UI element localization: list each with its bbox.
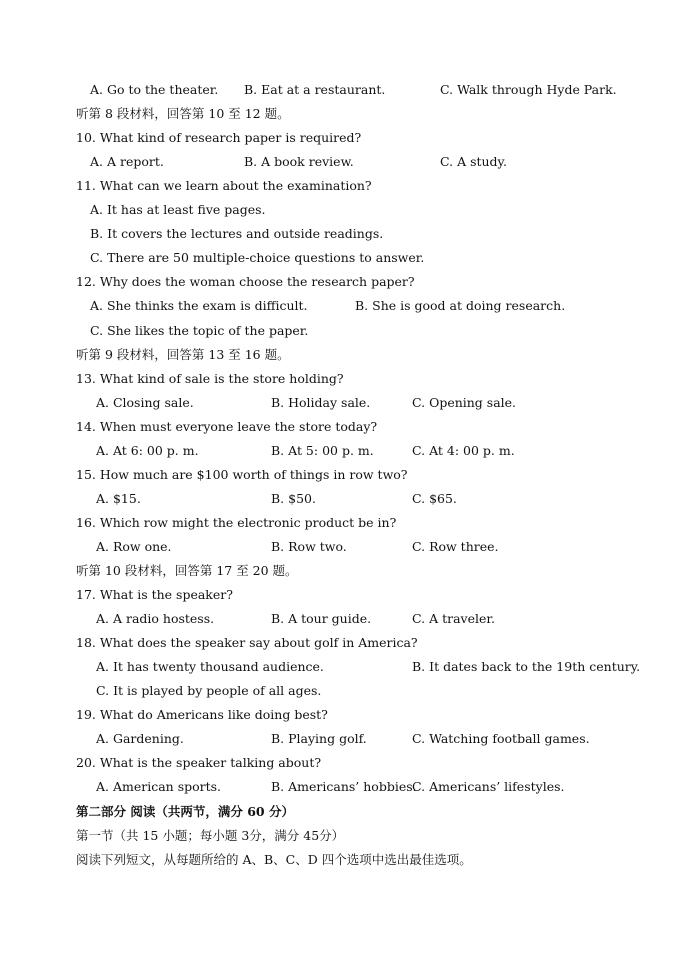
line-segment: 19. What do Americans like doing best?: [76, 707, 328, 723]
line-segment: 14. When must everyone leave the store today?: [76, 418, 378, 434]
line-segment: 12. Why does the woman choose the research paper?: [76, 274, 415, 290]
line-segment: C. Row three.: [412, 538, 499, 554]
line-segment: 第一节（共 15 小题；每小题 3分，满分 45分）: [76, 827, 345, 843]
line-segment: B. Americans’ hobbies.: [271, 779, 417, 795]
line-segment: C. Opening sale.: [412, 394, 517, 410]
line-segment: C. At 4: 00 p. m.: [412, 442, 515, 458]
line-segment: B. Holiday sale.: [271, 394, 371, 410]
line-segment: 听第 9 段材料，回答第 13 至 16 题。: [76, 346, 290, 362]
line-segment: A. A report.: [90, 154, 164, 170]
line-segment: B. Eat at a restaurant.: [244, 82, 386, 97]
line-segment: 17. What is the speaker?: [76, 587, 233, 603]
line-segment: A. Gardening.: [96, 731, 184, 747]
line-segment: A. She thinks the exam is difficult.: [90, 298, 308, 314]
line-segment: B. $50.: [271, 490, 316, 506]
line-segment: B. Row two.: [271, 538, 347, 554]
line-segment: B. A tour guide.: [271, 611, 372, 627]
line-segment: C. Watching football games.: [412, 731, 590, 747]
line-segment: 11. What can we learn about the examination?: [76, 178, 372, 194]
line-segment: A. A radio hostess.: [96, 611, 215, 627]
line-segment: C. It is played by people of all ages.: [96, 683, 322, 699]
line-segment: 15. How much are $100 worth of things in row two?: [76, 466, 408, 482]
line-segment: C. Walk through Hyde Park.: [440, 82, 617, 97]
line-segment: A. It has at least five pages.: [90, 202, 266, 218]
line-segment: B. It covers the lectures and outside readings.: [90, 226, 384, 242]
line-segment: A. At 6: 00 p. m.: [96, 442, 199, 458]
line-segment: 10. What kind of research paper is required?: [76, 130, 362, 146]
line-segment: A. Row one.: [96, 538, 172, 554]
line-segment: C. There are 50 multiple-choice questions to answer.: [90, 250, 425, 266]
line-segment: 16. Which row might the electronic product be in?: [76, 514, 397, 530]
line-segment: A. Go to the theater.: [90, 82, 219, 97]
line-segment: C. $65.: [412, 490, 457, 506]
line-segment: C. Americans’ lifestyles.: [412, 779, 565, 795]
line-segment: C. A traveler.: [412, 611, 495, 627]
line-segment: C. A study.: [440, 154, 507, 170]
line-segment: 听第 10 段材料，回答第 17 至 20 题。: [76, 563, 298, 578]
line-segment: 13. What kind of sale is the store holding?: [76, 370, 344, 386]
line-segment: 听第 8 段材料，回答第 10 至 12 题。: [76, 106, 290, 122]
line-segment: 20. What is the speaker talking about?: [76, 755, 322, 771]
line-segment: A. American sports.: [96, 779, 222, 795]
line-segment: 阅读下列短文，从每题所给的 A、B、C、D 四个选项中选出最佳选项。: [76, 851, 472, 867]
line-segment: A. It has twenty thousand audience.: [96, 659, 324, 675]
line-segment: B. A book review.: [244, 154, 354, 170]
line-segment: A. Closing sale.: [96, 394, 194, 410]
line-segment: B. It dates back to the 19th century.: [412, 659, 641, 675]
line-segment: B. Playing golf.: [271, 731, 367, 747]
line-segment: B. At 5: 00 p. m.: [271, 442, 374, 458]
line-segment: 18. What does the speaker say about golf in America?: [76, 635, 418, 651]
line-segment: C. She likes the topic of the paper.: [90, 322, 309, 338]
line-segment: A. $15.: [96, 490, 141, 506]
line-segment: B. She is good at doing research.: [355, 298, 566, 314]
line-segment: 第二部分 阅读（共两节，满分 60 分）: [76, 803, 294, 819]
